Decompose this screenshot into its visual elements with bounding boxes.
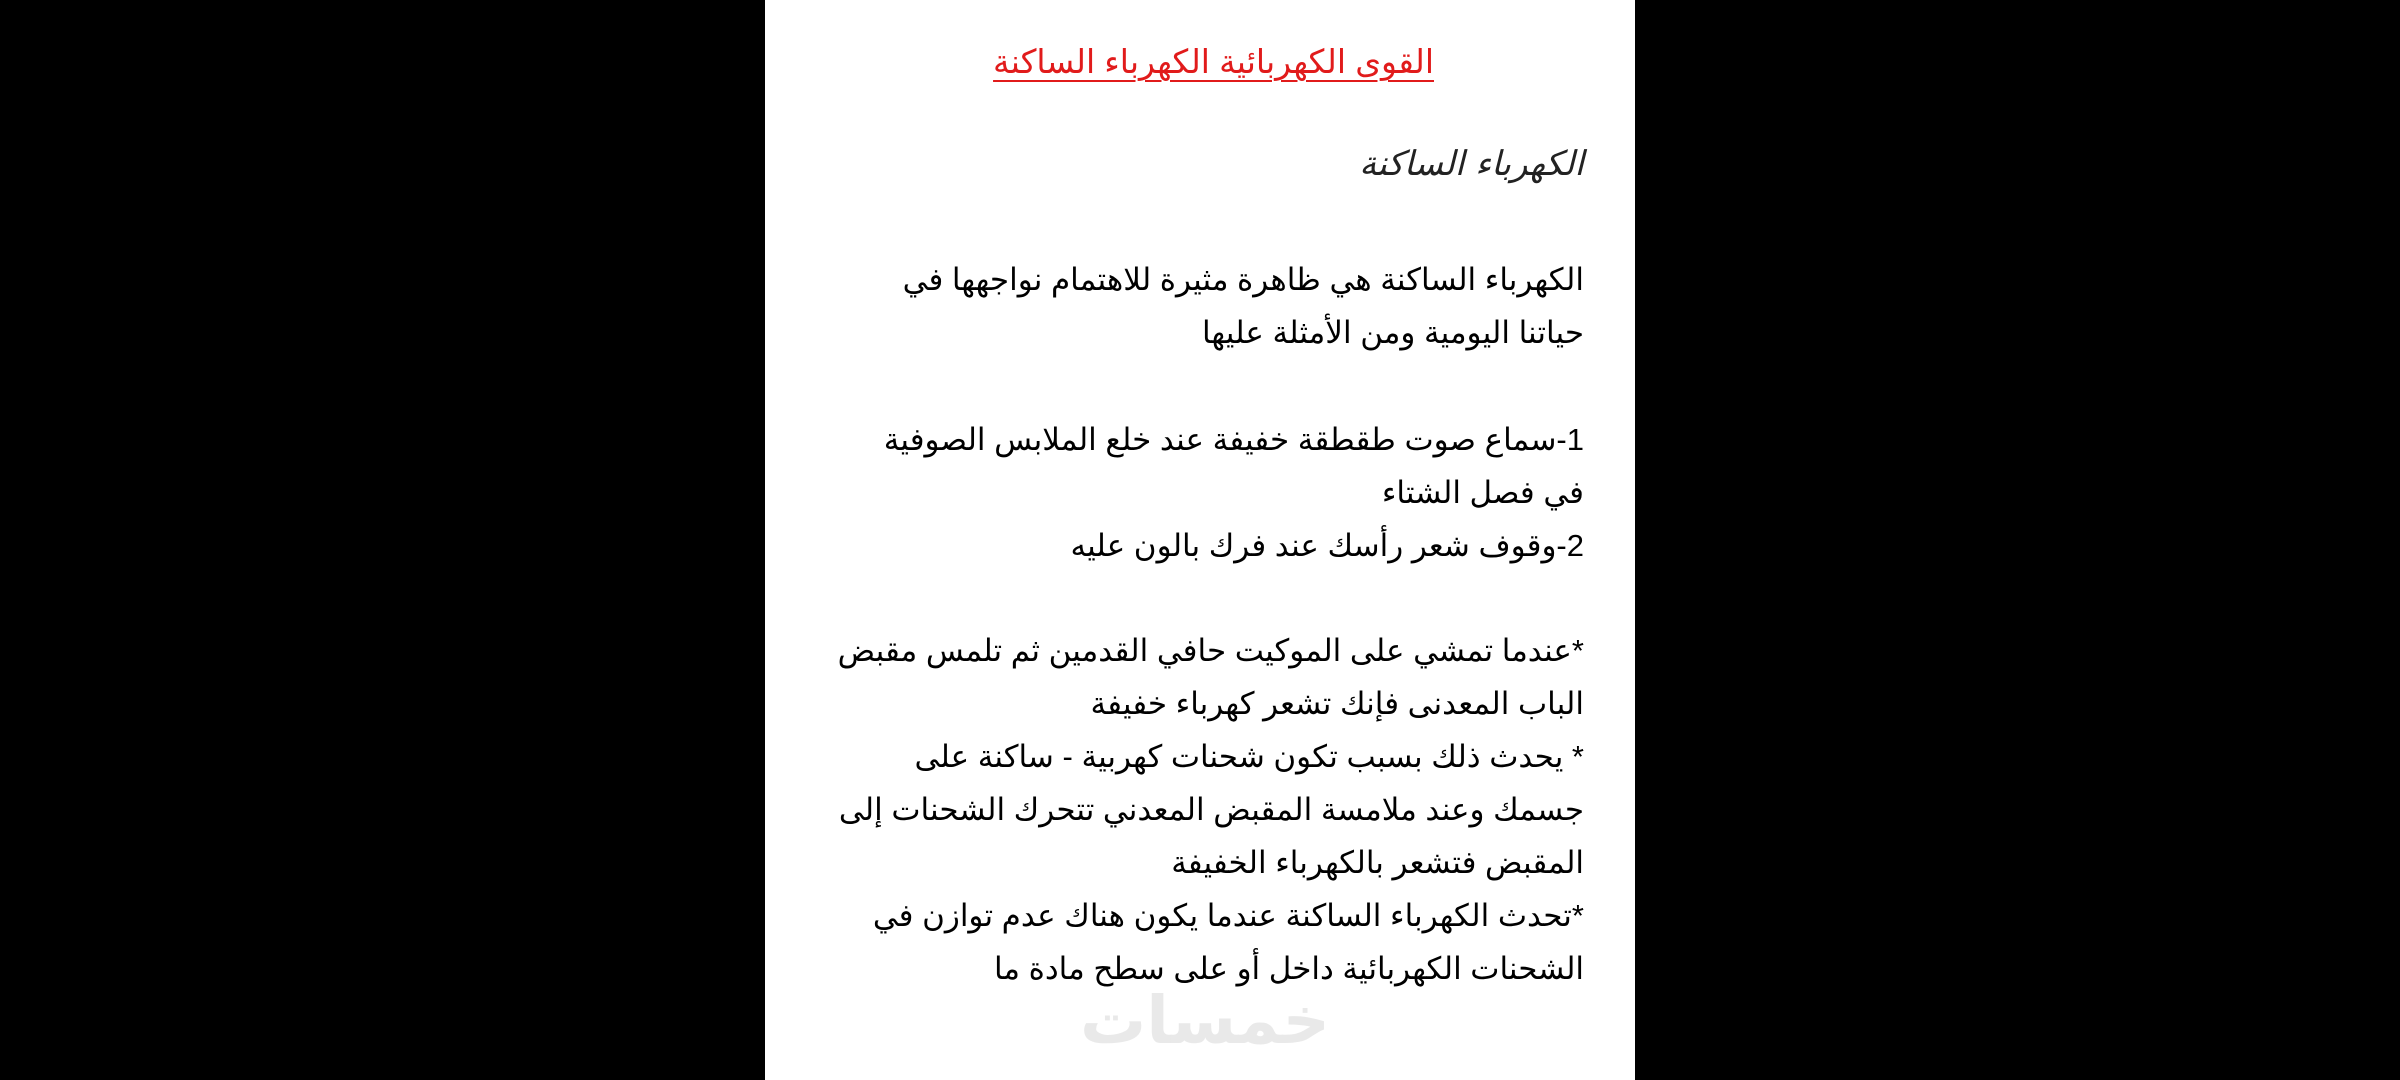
note-line: *عندما تمشي على الموكيت حافي القدمين ثم تلمس مقبض (837, 633, 1584, 668)
example-line: 2-وقوف شعر رأسك عند فرك بالون عليه (1070, 528, 1584, 563)
intro-paragraph (804, 253, 1584, 359)
section-heading: الكهرباء الساكنة (1359, 144, 1584, 184)
examples-list (804, 413, 1584, 572)
document-page (765, 0, 1635, 1080)
example-line: 1-سماع صوت طقطقة خفيفة عند خلع الملابس الصوفية (883, 422, 1584, 457)
note-line: الباب المعدنى فإنك تشعر كهرباء خفيفة (1090, 686, 1584, 721)
note-line: جسمك وعند ملامسة المقبض المعدني تتحرك الشحنات إلى (838, 792, 1584, 827)
example-line: في فصل الشتاء (1381, 475, 1584, 510)
document-title: القوى الكهربائية الكهرباء الساكنة (993, 43, 1434, 80)
note-line: * يحدث ذلك بسبب تكون شحنات كهربية - ساكنة على (914, 739, 1584, 774)
note-line: *تحدث الكهرباء الساكنة عندما يكون هناك عدم توازن في (872, 898, 1584, 933)
note-line: الشحنات الكهربائية داخل أو على سطح مادة ما (993, 951, 1584, 986)
intro-line: الكهرباء الساكنة هي ظاهرة مثيرة للاهتمام نواجهها في (902, 262, 1584, 297)
intro-line: حياتنا اليومية ومن الأمثلة عليها (1201, 315, 1584, 350)
watermark-logo: خمسات (1079, 981, 1331, 1059)
note-line: المقبض فتشعر بالكهرباء الخفيفة (1171, 845, 1584, 880)
notes-paragraph (804, 624, 1584, 995)
